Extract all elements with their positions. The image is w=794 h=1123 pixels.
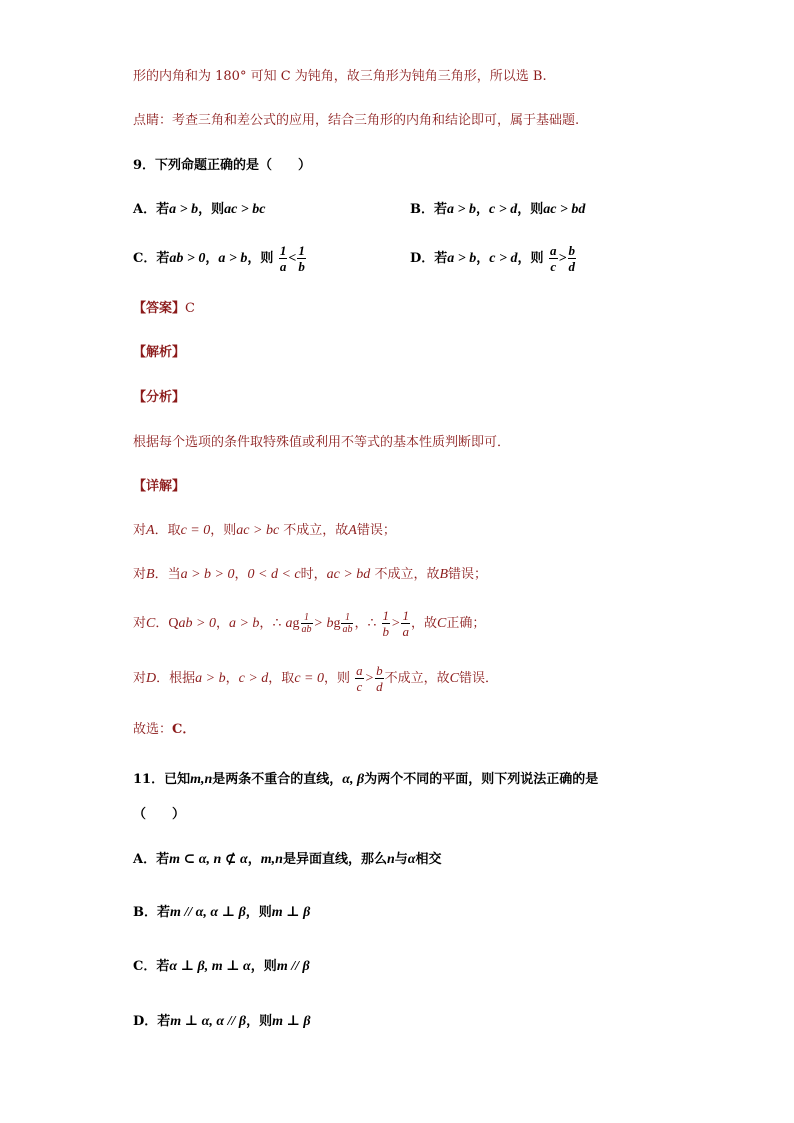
fraction <box>279 243 288 274</box>
q9-option-a <box>133 201 266 219</box>
text-segment: ，则 <box>517 202 544 217</box>
text-segment: a > b > 0 <box>180 567 235 582</box>
text-segment: ，则 <box>246 1014 273 1029</box>
text-segment: c > d <box>238 671 269 686</box>
text-segment: c = 0 <box>294 671 324 686</box>
text-segment: 11．已知 <box>133 772 191 787</box>
text-segment: m ⊥ β <box>271 905 311 920</box>
text-segment: ab > 0 <box>178 616 216 631</box>
choose-line <box>133 721 195 739</box>
text-segment: ．取 <box>154 523 181 538</box>
text-segment: ， <box>476 251 490 266</box>
text-segment: ac > bd <box>543 202 586 217</box>
text-segment: ac > bc <box>224 202 266 217</box>
q9-option-c <box>133 242 307 276</box>
text-segment: m // α, α ⊥ β <box>170 905 246 920</box>
text-segment: 1 <box>402 608 409 623</box>
text-segment: m // β <box>276 959 310 974</box>
detail-line-b <box>133 566 487 584</box>
text-segment: m,n <box>190 772 213 787</box>
text-segment: ． <box>155 616 169 631</box>
text-segment: C．若 <box>133 251 170 266</box>
text-segment: < <box>288 251 297 266</box>
text-segment: a > b <box>447 202 476 217</box>
text-segment: ，则 <box>517 251 544 266</box>
text-segment: 错误． <box>458 671 498 686</box>
text-segment: 根据每个选项的条件取特殊值或利用不等式的基本性质判断即可． <box>133 435 511 450</box>
analysis-title <box>133 344 185 362</box>
text-segment: 相交 <box>415 852 442 867</box>
q9-option-d <box>410 242 577 276</box>
text-segment: a > b <box>228 616 260 631</box>
fraction <box>341 612 353 635</box>
text-segment: d <box>376 679 383 694</box>
text-segment: c > d <box>489 202 518 217</box>
text-segment: D．若 <box>133 1014 171 1029</box>
text-segment: 不成立，故 <box>279 523 349 538</box>
detail-line-c <box>133 607 485 641</box>
q9-option-b <box>410 201 585 219</box>
text-segment: C <box>146 616 156 631</box>
text-segment: B．若 <box>133 905 170 920</box>
fraction <box>382 608 391 639</box>
text-segment: ，取 <box>268 671 295 686</box>
text-segment: c > d <box>489 251 518 266</box>
text-segment: ， <box>247 852 261 867</box>
fraction <box>301 612 313 635</box>
text-segment: a <box>402 624 409 639</box>
text-segment: ∴ <box>272 616 282 631</box>
text-segment: a <box>279 259 287 274</box>
text-segment: 对 <box>133 671 147 686</box>
text-segment: 为两个不同的平面，则下列说法正确的是 <box>364 772 599 787</box>
text-segment: 是异面直线，那么 <box>282 852 387 867</box>
text-segment: b <box>568 243 576 258</box>
q11-option-c <box>133 958 310 976</box>
text-segment: α ⊥ β, m ⊥ α <box>169 959 251 974</box>
text-segment: 错误； <box>356 523 396 538</box>
text-segment: c = 0 <box>180 523 211 538</box>
text-segment: a > b <box>218 251 248 266</box>
text-segment: > <box>558 251 567 266</box>
text-segment: ， <box>205 251 219 266</box>
q11-option-a <box>133 851 442 869</box>
text-segment: 【解析】 <box>133 345 186 360</box>
text-segment: m,n <box>260 852 283 867</box>
fraction <box>375 663 384 694</box>
fenxi-title <box>133 389 185 407</box>
text-segment: ， <box>225 671 239 686</box>
text-segment: ， <box>259 616 273 631</box>
fraction <box>355 663 364 694</box>
question-11-stem <box>133 771 598 789</box>
text-segment: 不成立，故 <box>384 671 450 686</box>
comment-line <box>133 112 579 130</box>
text-segment: （ ） <box>133 807 186 822</box>
text-segment: ．当 <box>154 567 181 582</box>
text-segment: A <box>348 523 357 538</box>
text-segment: 与 <box>394 852 408 867</box>
text-segment: C <box>449 671 459 686</box>
text-segment: ，则 <box>210 523 237 538</box>
text-segment: 1 <box>279 243 287 258</box>
text-segment: C． <box>172 722 196 737</box>
text-segment: 1 <box>382 608 390 623</box>
text-segment: ab <box>342 624 353 635</box>
text-segment: 1 <box>298 243 305 258</box>
text-segment: m ⊥ β <box>272 1014 311 1029</box>
text-segment: ，则 <box>250 959 277 974</box>
fraction <box>297 243 306 274</box>
fraction <box>549 243 558 274</box>
fraction <box>568 243 577 274</box>
text-segment: ac > bc <box>236 523 280 538</box>
text-segment: 错误； <box>448 567 488 582</box>
text-segment: ，则 <box>247 251 274 266</box>
text-segment: 【详解】 <box>133 479 186 494</box>
text-segment: ac > bd <box>326 567 371 582</box>
text-segment: ．根据 <box>156 671 196 686</box>
text-segment: a <box>356 663 363 678</box>
text-segment: ， <box>475 202 489 217</box>
text-segment: b <box>376 663 383 678</box>
q11-option-b <box>133 904 310 922</box>
text-segment: d <box>568 259 576 274</box>
text-segment: A <box>146 523 155 538</box>
text-segment: ，故 <box>410 616 437 631</box>
text-segment: 正确； <box>446 616 486 631</box>
text-segment: a <box>285 616 293 631</box>
detail-line-d <box>133 662 498 696</box>
answer-value: C <box>185 301 195 316</box>
text-segment: ab <box>301 624 312 635</box>
text-segment: 【分析】 <box>133 390 186 405</box>
text-segment: > <box>391 616 401 631</box>
text-segment: > b <box>313 616 334 631</box>
text-segment: B <box>146 567 155 582</box>
text-segment: g <box>292 616 300 631</box>
answer-line <box>133 300 195 318</box>
text-segment: A．若 <box>133 202 170 217</box>
text-segment: α, β <box>342 772 365 787</box>
text-segment: 对 <box>133 523 147 538</box>
text-segment: n <box>386 852 395 867</box>
text-segment: 故选： <box>133 722 173 737</box>
text-segment: > <box>364 671 375 686</box>
text-segment: C <box>437 616 447 631</box>
text-segment: b <box>382 624 390 639</box>
text-segment: g <box>333 616 341 631</box>
fraction <box>401 608 410 639</box>
text-segment: 不成立，故 <box>370 567 440 582</box>
text-segment: B <box>439 567 449 582</box>
text-segment: c <box>550 259 557 274</box>
text-segment: A．若 <box>133 852 170 867</box>
text-segment: c <box>356 679 363 694</box>
text-segment: 1 <box>341 612 353 624</box>
question-11-paren <box>133 806 185 824</box>
text-segment: a > b <box>447 251 477 266</box>
text-segment: m ⊥ α, α // β <box>170 1014 247 1029</box>
text-segment: 9．下列命题正确的是（ ） <box>133 158 312 173</box>
text-segment: D．若 <box>410 251 448 266</box>
text-segment: 时， <box>300 567 327 582</box>
text-segment: b <box>298 259 305 274</box>
text-segment: 对 <box>133 567 147 582</box>
detail-line-a <box>133 522 396 540</box>
text-segment: D <box>146 671 157 686</box>
text-segment: α <box>407 852 416 867</box>
text-segment: ，则 <box>323 671 350 686</box>
text-segment: 是两条不重合的直线， <box>212 772 343 787</box>
q11-option-d <box>133 1013 311 1031</box>
text-segment: 0 < d < c <box>247 567 301 582</box>
text-segment: ， <box>354 616 368 631</box>
text-segment: m ⊂ α, n ⊄ α <box>169 852 248 867</box>
text-segment: ，则 <box>245 905 272 920</box>
answer-label: 【答案】 <box>133 301 186 316</box>
text-segment: a > b <box>195 671 226 686</box>
text-segment: a > b <box>169 202 199 217</box>
text-segment: ， <box>215 616 229 631</box>
continuation-line <box>133 68 547 86</box>
text-segment: ，则 <box>198 202 225 217</box>
text-segment: C．若 <box>133 959 170 974</box>
text-segment: ab > 0 <box>169 251 206 266</box>
fenxi-text <box>133 434 510 452</box>
text-segment: 1 <box>301 612 313 624</box>
text-segment: Q <box>168 616 179 631</box>
text-segment: a <box>550 243 557 258</box>
text-segment: 对 <box>133 616 147 631</box>
question-9-stem <box>133 157 311 175</box>
text-segment: ， <box>234 567 248 582</box>
continuation-text: 形的内角和为 180° 可知 C 为钝角，故三角形为钝角三角形，所以选 B. <box>133 69 547 84</box>
text-segment: B．若 <box>410 202 447 217</box>
comment-text: 点睛：考查三角和差公式的应用，结合三角形的内角和结论即可，属于基础题. <box>133 113 580 128</box>
text-segment: ∴ <box>367 616 377 631</box>
detail-title <box>133 478 185 496</box>
